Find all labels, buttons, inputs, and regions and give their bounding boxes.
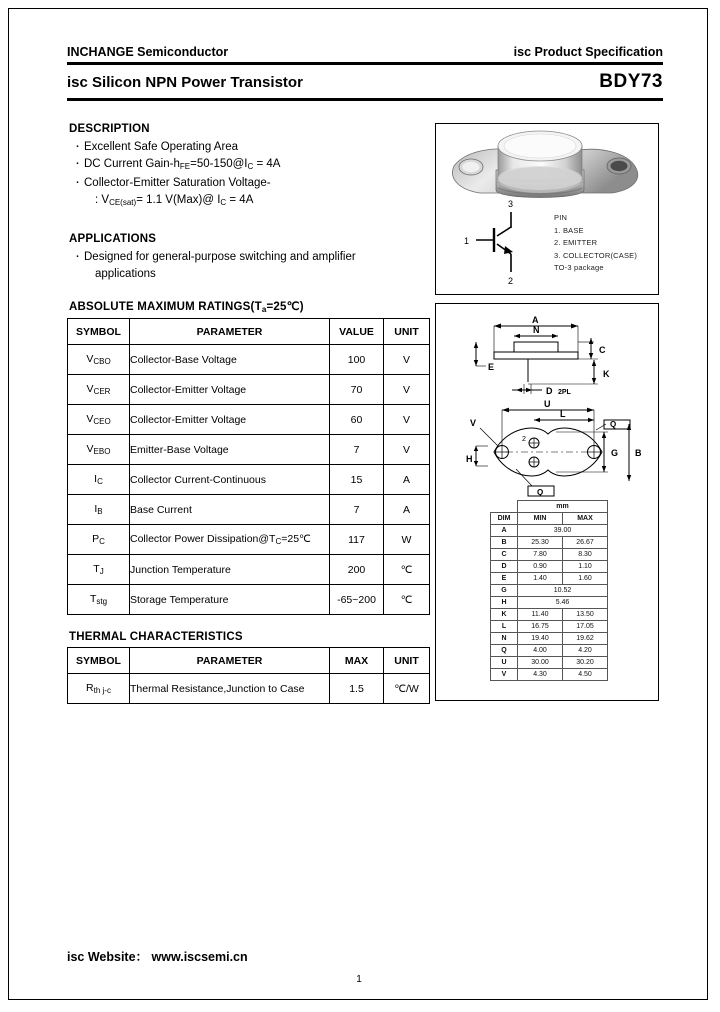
- dimension-label-2PL: 2PL: [558, 389, 571, 396]
- description-item: · Excellent Safe Operating Area: [73, 139, 435, 156]
- column-header-unit: UNIT: [384, 319, 430, 345]
- applications-heading: APPLICATIONS: [69, 233, 157, 245]
- applications-item: applications: [95, 267, 156, 280]
- dim-value: 39.00: [518, 525, 608, 537]
- row-symbol: $V_{CBO}$: [68, 345, 130, 375]
- row-parameter: Collector-Emitter Voltage: [130, 375, 330, 405]
- dimension-label-Q-top: Q: [610, 420, 617, 429]
- dimension-label-C: C: [599, 345, 606, 355]
- pin-index-label-2: 2: [522, 436, 526, 443]
- description-heading: DESCRIPTION: [69, 123, 150, 135]
- dim-table-header-row: [491, 513, 608, 525]
- schematic-label-base: 1: [464, 236, 470, 246]
- table-row: [68, 405, 430, 435]
- row-value: 15: [330, 465, 384, 495]
- dim-min: 19.40: [518, 633, 563, 645]
- dim-table-row: [491, 597, 608, 609]
- row-parameter: Junction Temperature: [130, 555, 330, 585]
- dim-max: 13.50: [563, 609, 608, 621]
- dim-name: H: [491, 597, 518, 609]
- page-title: isc Silicon NPN Power Transistor: [67, 74, 303, 91]
- document-header: [67, 45, 663, 62]
- pin-legend-heading: PIN: [554, 213, 568, 222]
- dim-name: V: [491, 669, 518, 681]
- row-unit: W: [384, 525, 430, 555]
- dim-table-row: [491, 537, 608, 549]
- row-parameter: Storage Temperature: [130, 585, 330, 615]
- dimension-label-Q-bottom: Q: [537, 488, 544, 497]
- dim-min: 25.30: [518, 537, 563, 549]
- package-outline-drawing: [436, 304, 659, 504]
- table-row: [68, 555, 430, 585]
- dim-min: 1.40: [518, 573, 563, 585]
- mechanical-outline-box: [435, 303, 659, 701]
- table-row: [68, 495, 430, 525]
- row-symbol: $V_{EBO}$: [68, 435, 130, 465]
- dim-table-row: [491, 609, 608, 621]
- dim-table-row: [491, 573, 608, 585]
- table-header-row: [68, 648, 430, 674]
- row-unit: A: [384, 495, 430, 525]
- body-columns: [67, 123, 663, 704]
- description-item: · DC Current Gain-$h_{FE}=50-150@I_C = 4A$: [73, 156, 435, 176]
- row-unit: V: [384, 435, 430, 465]
- row-unit: ℃/W: [384, 674, 430, 704]
- document-kind: isc Product Specification: [513, 45, 663, 59]
- left-column: [67, 123, 435, 704]
- dim-name: D: [491, 561, 518, 573]
- row-symbol: $T_J$: [68, 555, 130, 585]
- dim-max: 26.67: [563, 537, 608, 549]
- part-number: BDY73: [599, 71, 663, 92]
- dimension-label-E: E: [488, 362, 495, 372]
- dim-name: A: [491, 525, 518, 537]
- datasheet-page: [8, 8, 708, 1000]
- dim-table-row: [491, 549, 608, 561]
- dimension-label-V: V: [470, 418, 477, 428]
- title-row: [67, 65, 663, 98]
- row-parameter: Collector Current-Continuous: [130, 465, 330, 495]
- dim-min: 0.90: [518, 561, 563, 573]
- dimension-label-U: U: [544, 399, 551, 409]
- dim-value: 10.52: [518, 585, 608, 597]
- row-symbol: $T_{stg}$: [68, 585, 130, 615]
- dim-name: C: [491, 549, 518, 561]
- row-parameter: Emitter-Base Voltage: [130, 435, 330, 465]
- page-content: [67, 45, 663, 704]
- description-list: [67, 139, 435, 211]
- column-header-unit: UNIT: [384, 648, 430, 674]
- dim-min: 11.40: [518, 609, 563, 621]
- column-header-symbol: SYMBOL: [68, 319, 130, 345]
- dim-name: U: [491, 657, 518, 669]
- dimension-label-B: B: [635, 448, 642, 458]
- row-parameter: Thermal Resistance,Junction to Case: [130, 674, 330, 704]
- column-header-parameter: PARAMETER: [130, 648, 330, 674]
- table-row: [68, 375, 430, 405]
- thermal-heading: THERMAL CHARACTERISTICS: [69, 631, 243, 643]
- applications-item: · Designed for general-purpose switching and amplifier: [73, 249, 435, 266]
- row-symbol: $V_{CEO}$: [68, 405, 130, 435]
- schematic-label-collector: 3: [508, 199, 514, 209]
- dim-table-row: [491, 585, 608, 597]
- dimension-label-G: G: [611, 448, 619, 458]
- row-unit: A: [384, 465, 430, 495]
- dim-max: 8.30: [563, 549, 608, 561]
- dim-table-unit-row: [491, 501, 608, 513]
- pin-legend: [554, 212, 637, 275]
- absolute-maximum-ratings-table: [67, 318, 430, 615]
- dim-min: 4.00: [518, 645, 563, 657]
- thermal-characteristics-table: [67, 647, 430, 704]
- row-unit: V: [384, 405, 430, 435]
- row-parameter: Base Current: [130, 495, 330, 525]
- dim-name: E: [491, 573, 518, 585]
- dim-table-unit: mm: [518, 501, 608, 513]
- right-column: [435, 123, 663, 704]
- dim-min: 7.80: [518, 549, 563, 561]
- row-value: 7: [330, 495, 384, 525]
- dim-min: 16.75: [518, 621, 563, 633]
- dim-max: 17.05: [563, 621, 608, 633]
- row-value: -65~200: [330, 585, 384, 615]
- row-symbol: $R_{th j-c}$: [68, 674, 130, 704]
- dimension-label-K: K: [603, 369, 610, 379]
- row-symbol: $I_C$: [68, 465, 130, 495]
- dim-name: B: [491, 537, 518, 549]
- dim-table-row: [491, 561, 608, 573]
- dim-max: 30.20: [563, 657, 608, 669]
- dim-name: Q: [491, 645, 518, 657]
- dimension-label-N: N: [533, 325, 540, 335]
- package-name: TO-3 package: [554, 263, 604, 273]
- dim-table-row: [491, 669, 608, 681]
- dim-max: 1.10: [563, 561, 608, 573]
- column-header-max: MAX: [330, 648, 384, 674]
- table-row: [68, 435, 430, 465]
- dim-name: K: [491, 609, 518, 621]
- row-unit: V: [384, 375, 430, 405]
- dim-name: G: [491, 585, 518, 597]
- website-label: isc Website： www.iscsemi.cn: [67, 950, 248, 964]
- schematic-label-emitter: 2: [508, 276, 514, 286]
- dimension-label-A: A: [532, 315, 539, 325]
- table-row: [68, 465, 430, 495]
- dim-max: 4.50: [563, 669, 608, 681]
- header-rule-bottom: [67, 98, 663, 101]
- table-row: [68, 525, 430, 555]
- table-row: [68, 345, 430, 375]
- dim-column-header: MIN: [518, 513, 563, 525]
- dim-table-row: [491, 621, 608, 633]
- row-value: 1.5: [330, 674, 384, 704]
- dim-table-row: [491, 657, 608, 669]
- row-value: 70: [330, 375, 384, 405]
- description-item: · Collector-Emitter Saturation Voltage-: [73, 175, 435, 192]
- dim-column-header: DIM: [491, 513, 518, 525]
- row-value: 117: [330, 525, 384, 555]
- dim-value: 5.46: [518, 597, 608, 609]
- dimension-label-L: L: [560, 409, 566, 419]
- row-unit: ℃: [384, 555, 430, 585]
- dim-table-row: [491, 633, 608, 645]
- row-symbol: $V_{CER}$: [68, 375, 130, 405]
- column-header-symbol: SYMBOL: [68, 648, 130, 674]
- column-header-value: VALUE: [330, 319, 384, 345]
- footer: [67, 947, 663, 965]
- dim-min: 30.00: [518, 657, 563, 669]
- table-row: [68, 674, 430, 704]
- row-value: 100: [330, 345, 384, 375]
- pin-legend-item: 3. COLLECTOR(CASE): [554, 250, 638, 260]
- row-unit: V: [384, 345, 430, 375]
- row-symbol: $I_B$: [68, 495, 130, 525]
- row-symbol: $P_C$: [68, 525, 130, 555]
- dim-max: 4.20: [563, 645, 608, 657]
- pin-legend-item: 1. BASE: [554, 225, 584, 235]
- dim-max: 19.62: [563, 633, 608, 645]
- applications-list: [67, 249, 435, 282]
- table-header-row: [68, 319, 430, 345]
- abs-max-heading: ABSOLUTE MAXIMUM $RATINGS(T_a=25℃)$: [69, 301, 304, 314]
- dimension-table: [490, 500, 608, 681]
- row-parameter: Collector-Emitter Voltage: [130, 405, 330, 435]
- dimension-label-D: D: [546, 386, 553, 396]
- dim-max: 1.60: [563, 573, 608, 585]
- row-value: 200: [330, 555, 384, 585]
- table-row: [68, 585, 430, 615]
- row-value: 60: [330, 405, 384, 435]
- description-item: : $V_{CE(sat)}= 1.1$ V(Max)@ $I_C = 4A$: [95, 193, 254, 207]
- row-parameter: Collector-Base Voltage: [130, 345, 330, 375]
- row-parameter: Collector Power $Dissipation@T_C=25℃$: [130, 525, 330, 555]
- dim-table-row: [491, 645, 608, 657]
- company-name: INCHANGE Semiconductor: [67, 45, 229, 59]
- page-number: 1: [356, 974, 362, 985]
- dim-name: L: [491, 621, 518, 633]
- column-header-parameter: PARAMETER: [130, 319, 330, 345]
- pin-legend-item: 2. EMITTER: [554, 238, 598, 248]
- dim-name: N: [491, 633, 518, 645]
- package-illustration-box: [435, 123, 659, 295]
- dim-min: 4.30: [518, 669, 563, 681]
- dimension-label-H: H: [466, 454, 473, 464]
- dim-table-row: [491, 525, 608, 537]
- row-unit: ℃: [384, 585, 430, 615]
- row-value: 7: [330, 435, 384, 465]
- dim-column-header: MAX: [563, 513, 608, 525]
